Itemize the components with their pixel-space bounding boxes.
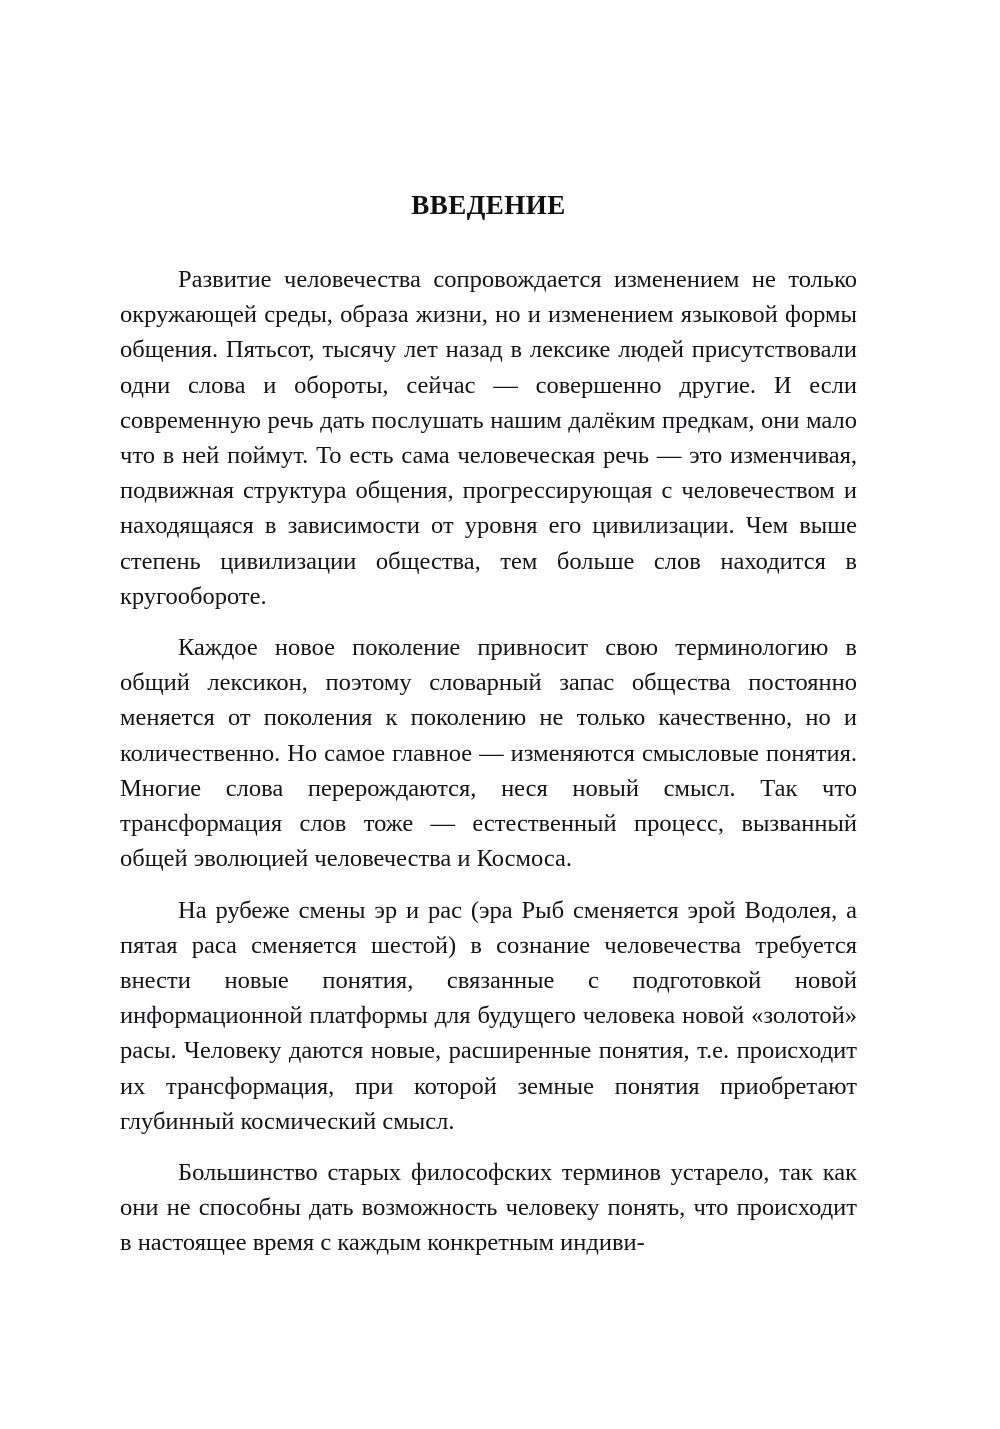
text-block (120, 0, 857, 1261)
body-paragraph: Развитие человечества сопровождается изменением не только окружающей среды, образа жизни, но и изменением языковой формы общения. Пятьсот, тысячу лет назад в лексике людей присутствовали одни слова и обороты, сейчас — совершенно другие. И если современную речь дать послушать нашим далёким предкам, они мало что в ней поймут. То есть сама человеческая речь — это изменчивая, подвижная структура общения, прогрессирующая с человечеством и находящаяся в зависимости от уровня его цивилизации. Чем выше степень цивилизации общества, тем больше слов находится в кругообороте. (120, 266, 857, 610)
body-paragraph: На рубеже смены эр и рас (эра Рыб сменяется эрой Водолея, а пятая раса сменяется шестой) в сознание человечества требуется внести новые понятия, связанные с подготовкой новой информационной платформы для будущего человека новой «золотой» расы. Человеку даются новые, расширенные понятия, т.е. происходит их трансформация, при которой земные понятия приобретают глубинный космический смысл. (120, 896, 857, 1135)
page-title: ВВЕДЕНИЕ (411, 190, 566, 220)
body-paragraph: Большинство старых философских терминов устарело, так как они не способны дать возможность человеку понять, что происходит в настоящее время с каждым конкретным индиви- (120, 1158, 857, 1257)
body-paragraph: Каждое новое поколение привносит свою терминологию в общий лексикон, поэтому словарный запас общества постоянно меняется от поколения к поколению не только качественно, но и количественно. Но самое главное — изменяются смысловые понятия. Многие слова перерождаются, неся новый смысл. Так что трансформация слов тоже — естественный процесс, вызванный общей эволюцией человечества и Космоса. (120, 634, 857, 873)
